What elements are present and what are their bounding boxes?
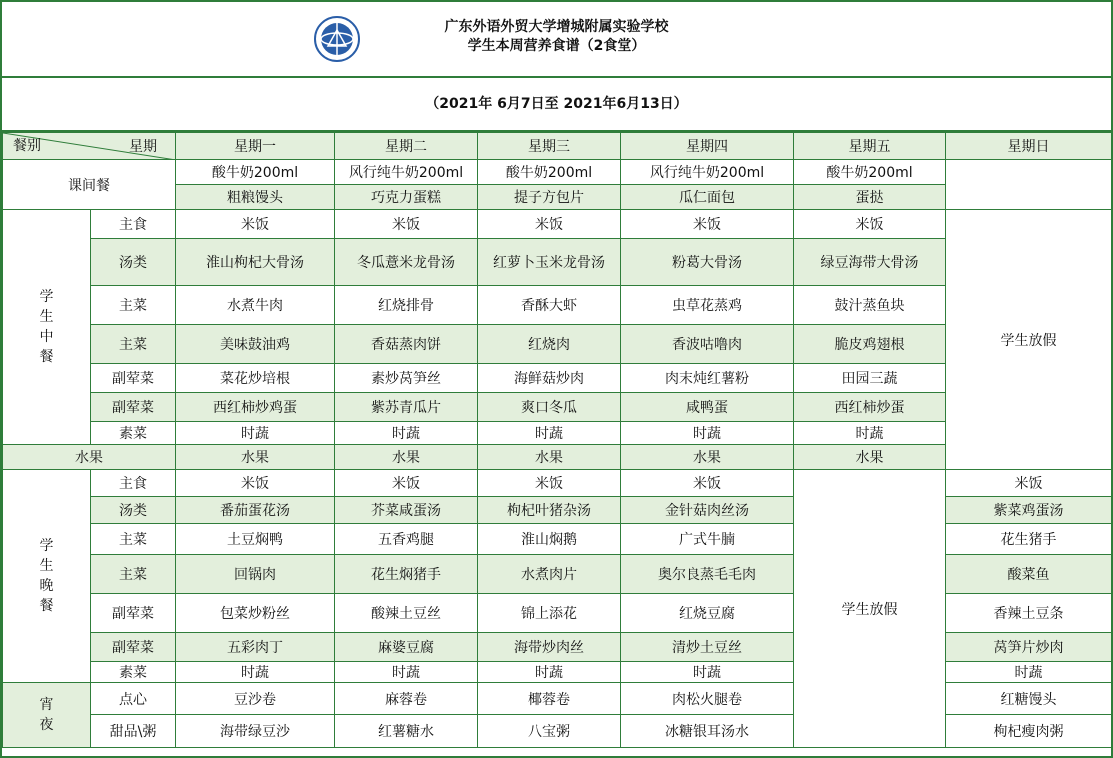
menu-title: 学生本周营养食谱（2食堂） <box>467 38 646 54</box>
sunday-item: 时蔬 <box>946 662 1112 683</box>
table-row <box>3 594 1112 633</box>
menu-item: 鼓汁蒸鱼块 <box>794 286 946 325</box>
menu-item: 西红柿炒蛋 <box>794 393 946 422</box>
menu-item: 枸杞叶猪杂汤 <box>478 497 621 524</box>
menu-item: 冰糖银耳汤水 <box>621 715 794 748</box>
empty-cell <box>946 160 1112 210</box>
menu-item: 红薯糖水 <box>335 715 478 748</box>
sunday-item: 红糖馒头 <box>946 683 1112 715</box>
menu-item: 番茄蛋花汤 <box>176 497 335 524</box>
menu-item: 回锅肉 <box>176 555 335 594</box>
menu-item: 花生焖猪手 <box>335 555 478 594</box>
menu-item: 时蔬 <box>794 422 946 445</box>
day-header: 星期一 <box>176 133 335 160</box>
category-label: 素菜 <box>91 422 176 445</box>
menu-item: 水果 <box>794 445 946 470</box>
menu-item: 风行纯牛奶200ml <box>335 160 478 185</box>
header <box>2 2 1111 78</box>
menu-item: 水煮肉片 <box>478 555 621 594</box>
menu-item: 酸牛奶200ml <box>478 160 621 185</box>
menu-item: 海带绿豆沙 <box>176 715 335 748</box>
menu-item: 粗粮馒头 <box>176 185 335 210</box>
table-row <box>3 133 1112 160</box>
menu-item: 肉末炖红薯粉 <box>621 364 794 393</box>
table-row <box>3 364 1112 393</box>
table-row <box>3 683 1112 715</box>
menu-item: 酸牛奶200ml <box>794 160 946 185</box>
menu-item: 海带炒肉丝 <box>478 633 621 662</box>
menu-item: 时蔬 <box>621 422 794 445</box>
menu-item: 红烧排骨 <box>335 286 478 325</box>
table-row <box>3 524 1112 555</box>
menu-item: 水果 <box>621 445 794 470</box>
menu-item: 冬瓜薏米龙骨汤 <box>335 239 478 286</box>
menu-item: 土豆焖鸭 <box>176 524 335 555</box>
table-corner <box>3 133 176 160</box>
category-label: 素菜 <box>91 662 176 683</box>
category-label: 点心 <box>91 683 176 715</box>
category-label: 副荤菜 <box>91 594 176 633</box>
menu-item: 淮山焖鹅 <box>478 524 621 555</box>
table-row <box>3 325 1112 364</box>
menu-item: 巧克力蛋糕 <box>335 185 478 210</box>
menu-item: 瓜仁面包 <box>621 185 794 210</box>
category-label: 副荤菜 <box>91 633 176 662</box>
category-label: 汤类 <box>91 239 176 286</box>
meal-type-label: 餐别 <box>13 138 41 154</box>
menu-item: 时蔬 <box>176 422 335 445</box>
day-header: 星期二 <box>335 133 478 160</box>
category-label: 主食 <box>91 470 176 497</box>
holiday-note: 学生放假 <box>794 470 946 748</box>
table-row <box>3 555 1112 594</box>
menu-item: 海鲜菇炒肉 <box>478 364 621 393</box>
menu-item: 水果 <box>335 445 478 470</box>
menu-item: 米饭 <box>794 210 946 239</box>
category-label: 甜品\粥 <box>91 715 176 748</box>
table-row <box>3 160 1112 185</box>
menu-item: 时蔬 <box>478 422 621 445</box>
sunday-item: 莴笋片炒肉 <box>946 633 1112 662</box>
menu-item: 绿豆海带大骨汤 <box>794 239 946 286</box>
category-label: 副荤菜 <box>91 364 176 393</box>
menu-item: 米饭 <box>176 470 335 497</box>
table-row <box>3 715 1112 748</box>
menu-item: 时蔬 <box>478 662 621 683</box>
sunday-item: 酸菜鱼 <box>946 555 1112 594</box>
menu-item: 紫苏青瓜片 <box>335 393 478 422</box>
menu-item: 米饭 <box>335 470 478 497</box>
menu-item: 水果 <box>176 445 335 470</box>
menu-item: 酸辣土豆丝 <box>335 594 478 633</box>
date-range: （2021年 6月7日至 2021年6月13日） <box>2 78 1111 132</box>
table-row <box>3 286 1112 325</box>
menu-item: 香波咕噜肉 <box>621 325 794 364</box>
table-row <box>3 470 1112 497</box>
menu-item: 西红柿炒鸡蛋 <box>176 393 335 422</box>
menu-item: 虫草花蒸鸡 <box>621 286 794 325</box>
menu-item: 米饭 <box>621 470 794 497</box>
menu-item: 时蔬 <box>621 662 794 683</box>
day-header: 星期日 <box>946 133 1112 160</box>
menu-item: 米饭 <box>176 210 335 239</box>
menu-item: 米饭 <box>478 210 621 239</box>
night-label: 宵 夜 <box>3 683 91 748</box>
table-row <box>3 445 1112 470</box>
table-row <box>3 633 1112 662</box>
menu-table <box>2 132 1112 748</box>
category-label: 汤类 <box>91 497 176 524</box>
menu-item: 五彩肉丁 <box>176 633 335 662</box>
menu-item: 菜花炒培根 <box>176 364 335 393</box>
menu-item: 金针菇肉丝汤 <box>621 497 794 524</box>
category-label: 主食 <box>91 210 176 239</box>
menu-item: 提子方包片 <box>478 185 621 210</box>
day-header: 星期四 <box>621 133 794 160</box>
menu-item: 麻婆豆腐 <box>335 633 478 662</box>
menu-item: 豆沙卷 <box>176 683 335 715</box>
category-label: 副荤菜 <box>91 393 176 422</box>
sunday-item: 香辣土豆条 <box>946 594 1112 633</box>
table-row <box>3 662 1112 683</box>
menu-item: 素炒莴笋丝 <box>335 364 478 393</box>
menu-item: 蛋挞 <box>794 185 946 210</box>
menu-item: 米饭 <box>621 210 794 239</box>
menu-item: 米饭 <box>335 210 478 239</box>
menu-item: 肉松火腿卷 <box>621 683 794 715</box>
school-name: 广东外语外贸大学增城附属实验学校 <box>444 19 669 35</box>
menu-item: 田园三蔬 <box>794 364 946 393</box>
menu-item: 风行纯牛奶200ml <box>621 160 794 185</box>
menu-item: 锦上添花 <box>478 594 621 633</box>
menu-item: 八宝粥 <box>478 715 621 748</box>
menu-item: 红烧豆腐 <box>621 594 794 633</box>
table-row <box>3 422 1112 445</box>
category-label: 主菜 <box>91 286 176 325</box>
menu-item: 五香鸡腿 <box>335 524 478 555</box>
sunday-item: 花生猪手 <box>946 524 1112 555</box>
menu-item: 奥尔良蒸毛毛肉 <box>621 555 794 594</box>
menu-item: 米饭 <box>478 470 621 497</box>
menu-item: 水煮牛肉 <box>176 286 335 325</box>
menu-item: 时蔬 <box>335 422 478 445</box>
sunday-item: 紫菜鸡蛋汤 <box>946 497 1112 524</box>
lunch-label: 学 生 中 餐 <box>3 210 91 445</box>
menu-item: 美味鼓油鸡 <box>176 325 335 364</box>
weekday-label: 星期 <box>129 139 157 155</box>
menu-item: 淮山枸杞大骨汤 <box>176 239 335 286</box>
menu-item: 清炒土豆丝 <box>621 633 794 662</box>
table-row <box>3 393 1112 422</box>
sunday-item: 枸杞瘦肉粥 <box>946 715 1112 748</box>
category-label: 主菜 <box>91 325 176 364</box>
dinner-label: 学 生 晚 餐 <box>3 470 91 683</box>
day-header: 星期三 <box>478 133 621 160</box>
category-label: 主菜 <box>91 555 176 594</box>
menu-item: 香菇蒸肉饼 <box>335 325 478 364</box>
menu-item: 芥菜咸蛋汤 <box>335 497 478 524</box>
table-row <box>3 210 1112 239</box>
menu-item: 红萝卜玉米龙骨汤 <box>478 239 621 286</box>
menu-item: 椰蓉卷 <box>478 683 621 715</box>
sunday-item: 米饭 <box>946 470 1112 497</box>
menu-item: 麻蓉卷 <box>335 683 478 715</box>
menu-item: 脆皮鸡翅根 <box>794 325 946 364</box>
menu-item: 粉葛大骨汤 <box>621 239 794 286</box>
category-label: 主菜 <box>91 524 176 555</box>
menu-item: 酸牛奶200ml <box>176 160 335 185</box>
menu-item: 广式牛腩 <box>621 524 794 555</box>
menu-item: 水果 <box>478 445 621 470</box>
fruit-label: 水果 <box>3 445 176 470</box>
menu-item: 爽口冬瓜 <box>478 393 621 422</box>
holiday-note: 学生放假 <box>946 210 1112 470</box>
menu-item: 香酥大虾 <box>478 286 621 325</box>
menu-item: 时蔬 <box>176 662 335 683</box>
menu-item: 包菜炒粉丝 <box>176 594 335 633</box>
menu-item: 咸鸭蛋 <box>621 393 794 422</box>
table-row <box>3 497 1112 524</box>
table-row <box>3 239 1112 286</box>
menu-item: 红烧肉 <box>478 325 621 364</box>
snack-label: 课间餐 <box>3 160 176 210</box>
day-header: 星期五 <box>794 133 946 160</box>
menu-item: 时蔬 <box>335 662 478 683</box>
